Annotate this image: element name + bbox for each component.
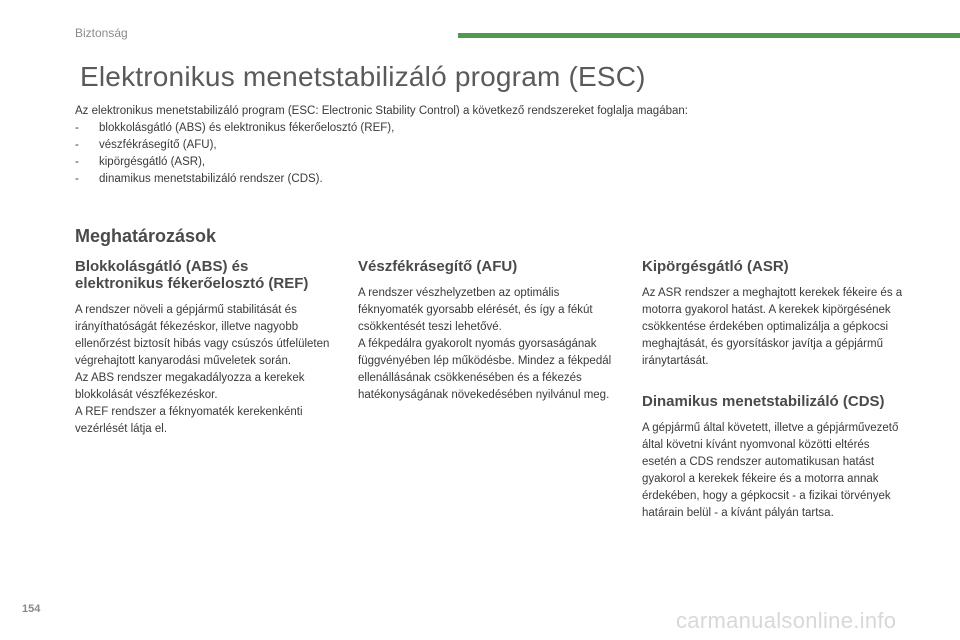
intro-block — [75, 103, 895, 188]
afu-title: Vészfékrásegítő (AFU) — [358, 258, 518, 275]
list-item — [75, 137, 895, 154]
watermark: carmanualsonline.info — [676, 608, 897, 633]
abs-ref-paragraph: A rendszer növeli a gépjármű stabilitását és irányíthatóságát fékezéskor, illetve nagyobb ellenőrzést biztosít hibás vagy csúszós útfelületen végrehajtott kanyarodási műveletek során. — [75, 304, 330, 367]
list-dash: - — [75, 139, 79, 151]
intro-text: Az elektronikus menetstabilizáló program (ESC: Electronic Stability Control) a következő rendszereket foglalja magában: — [75, 105, 688, 117]
list-dash: - — [75, 122, 79, 134]
section-label: Biztonság — [75, 26, 128, 40]
cds-section — [642, 393, 904, 522]
asr-title: Kipörgésgátló (ASR) — [642, 258, 789, 275]
list-item-text: blokkolásgátló (ABS) és elektronikus fékerőelosztó (REF), — [99, 122, 395, 134]
afu-paragraph: A fékpedálra gyakorolt nyomás gyorsaságának függvényében lép működésbe. Mindez a fékpedál ellenállásának csökkenésében és a fékezés hatékonyságának növekedésében nyilvánul meg. — [358, 338, 612, 401]
page-title: Elektronikus menetstabilizáló program (ESC) — [80, 61, 646, 92]
afu-section — [358, 258, 620, 404]
abs-ref-paragraph: A REF rendszer a féknyomaték kerekenkénti vezérlését látja el. — [75, 406, 303, 435]
intro-list — [75, 120, 895, 188]
list-dash: - — [75, 173, 79, 185]
abs-ref-title: Blokkolásgátló (ABS) és elektronikus fékerőelosztó (REF) — [75, 258, 309, 292]
list-item-text: vészfékrásegítő (AFU), — [99, 139, 217, 151]
list-item-text: dinamikus menetstabilizáló rendszer (CDS). — [99, 173, 323, 185]
afu-paragraph: A rendszer vészhelyzetben az optimális féknyomaték gyorsabb elérését, és így a fékút csökkentését teszi lehetővé. — [358, 287, 593, 333]
list-item — [75, 171, 895, 188]
list-item-text: kipörgésgátló (ASR), — [99, 156, 206, 168]
list-dash: - — [75, 156, 79, 168]
cds-paragraph: A gépjármű által követett, illetve a gépjárművezető által követni kívánt nyomvonal közötti eltérés esetén a CDS rendszer automatikusan hatást gyakorol a kerekek fékeire és a motorra annak érdekében, hogy a gépkocsit - a fizikai törvények határain belül - a kívánt pályán tartsa. — [642, 422, 899, 519]
asr-section — [642, 258, 904, 370]
abs-ref-section — [75, 258, 337, 438]
definitions-heading: Meghatározások — [75, 226, 217, 246]
header-bar — [458, 33, 960, 38]
asr-paragraph: Az ASR rendszer a meghajtott kerekek fékeire és a motorra gyakorol hatást. A kerekek kipörgésének csökkentése érdekében optimalizálja a gépkocsi meghajtását, és gyorsításkor javítja a gépjármű iránytartását. — [642, 287, 903, 367]
list-item — [75, 154, 895, 171]
page-number: 154 — [22, 603, 41, 615]
list-item — [75, 120, 895, 137]
abs-ref-paragraph: Az ABS rendszer megakadályozza a kerekek blokkolását vészfékezéskor. — [75, 372, 305, 401]
cds-title: Dinamikus menetstabilizáló (CDS) — [642, 393, 885, 410]
